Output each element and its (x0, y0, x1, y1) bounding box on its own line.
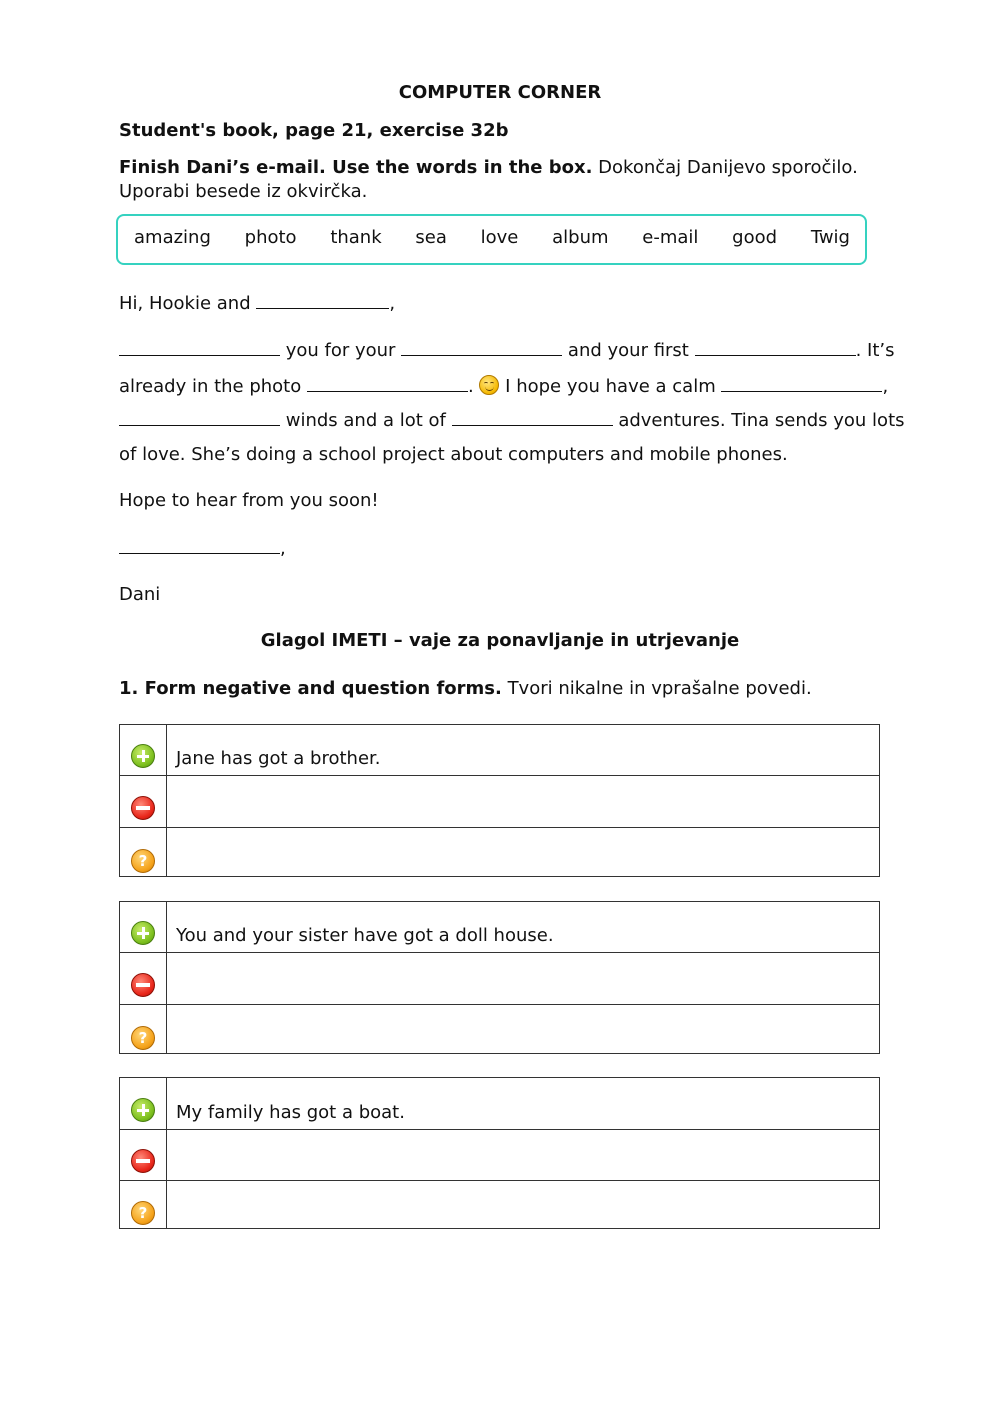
positive-row (120, 1078, 880, 1130)
exercise-title: Glagol IMETI – vaje za ponavljanje in utrjevanje (260, 630, 740, 651)
instruction (119, 156, 879, 204)
gap-blank[interactable] (256, 294, 389, 309)
instruction-bold: Finish Dani’s e-mail. Use the words in the box. (119, 157, 593, 178)
greeting-comma: , (389, 293, 396, 314)
page-title: COMPUTER CORNER (398, 82, 602, 103)
gap-blank[interactable] (119, 539, 280, 554)
email-closing: Hope to hear from you soon! (119, 490, 379, 511)
negative-answer-cell[interactable] (167, 776, 880, 828)
question-row (120, 1181, 880, 1229)
plus-icon (131, 1098, 155, 1122)
negative-row (120, 953, 880, 1005)
email-sign-off (119, 538, 286, 559)
email-text: adventures. Tina sends you lots (612, 410, 905, 431)
word-box-item: Twig (810, 227, 850, 248)
minus-icon (131, 796, 155, 820)
task-translation: Tvori nikalne in vprašalne povedi. (501, 678, 812, 699)
negative-row (120, 1130, 880, 1181)
word-box-item: e-mail (642, 227, 699, 248)
plus-icon (131, 744, 155, 768)
sign-off-comma: , (280, 538, 286, 559)
plus-icon (131, 921, 155, 945)
word-box-item: sea (415, 227, 447, 248)
email-line-1 (119, 340, 895, 361)
positive-sentence: Jane has got a brother. (167, 725, 880, 776)
word-box-item: good (732, 227, 778, 248)
minus-icon (131, 1149, 155, 1173)
question-answer-cell[interactable] (167, 828, 880, 877)
exercise-table-2 (119, 901, 880, 1054)
smiley-icon (479, 375, 499, 395)
email-text: . It’s (855, 340, 895, 361)
word-box-item: photo (244, 227, 297, 248)
positive-sentence: You and your sister have got a doll house. (167, 902, 880, 953)
gap-blank[interactable] (119, 411, 280, 426)
positive-sentence: My family has got a boat. (167, 1078, 880, 1130)
instruction-translation: Dokončaj Danijevo sporočilo. Uporabi besede iz okvirčka. (119, 157, 858, 202)
email-text: I hope you have a calm (499, 376, 722, 397)
email-text: and your first (562, 340, 695, 361)
email-line-2 (119, 375, 888, 397)
gap-blank[interactable] (721, 377, 882, 392)
word-box-item: love (480, 227, 519, 248)
email-text: you for your (280, 340, 402, 361)
email-greeting (119, 293, 395, 314)
gap-blank[interactable] (695, 341, 856, 356)
minus-icon (131, 973, 155, 997)
email-text: , (882, 376, 889, 397)
email-text: already in the photo (119, 376, 307, 397)
question-answer-cell[interactable] (167, 1181, 880, 1229)
word-box (116, 214, 867, 265)
negative-answer-cell[interactable] (167, 1130, 880, 1181)
task-bold: 1. Form negative and question forms. (119, 678, 502, 699)
gap-blank[interactable] (307, 377, 468, 392)
email-signature: Dani (119, 584, 161, 605)
positive-row (120, 902, 880, 953)
exercise-task (119, 678, 812, 699)
gap-blank[interactable] (401, 341, 562, 356)
greeting-text: Hi, Hookie and (119, 293, 257, 314)
exercise-table-3 (119, 1077, 880, 1229)
question-row (120, 828, 880, 877)
question-answer-cell[interactable] (167, 1005, 880, 1054)
word-box-item: album (552, 227, 609, 248)
positive-row (120, 725, 880, 776)
gap-blank[interactable] (119, 341, 280, 356)
negative-answer-cell[interactable] (167, 953, 880, 1005)
question-icon: ? (131, 1026, 155, 1050)
gap-blank[interactable] (452, 411, 613, 426)
word-box-item: amazing (134, 227, 211, 248)
question-icon: ? (131, 849, 155, 873)
negative-row (120, 776, 880, 828)
book-reference: Student's book, page 21, exercise 32b (119, 120, 509, 141)
email-text: . (467, 376, 474, 397)
word-box-item: thank (330, 227, 382, 248)
email-line-4: of love. She’s doing a school project about computers and mobile phones. (119, 444, 788, 465)
question-icon: ? (131, 1201, 155, 1225)
exercise-table-1 (119, 724, 880, 877)
email-line-3 (119, 410, 905, 431)
question-row (120, 1005, 880, 1054)
email-text: winds and a lot of (280, 410, 452, 431)
